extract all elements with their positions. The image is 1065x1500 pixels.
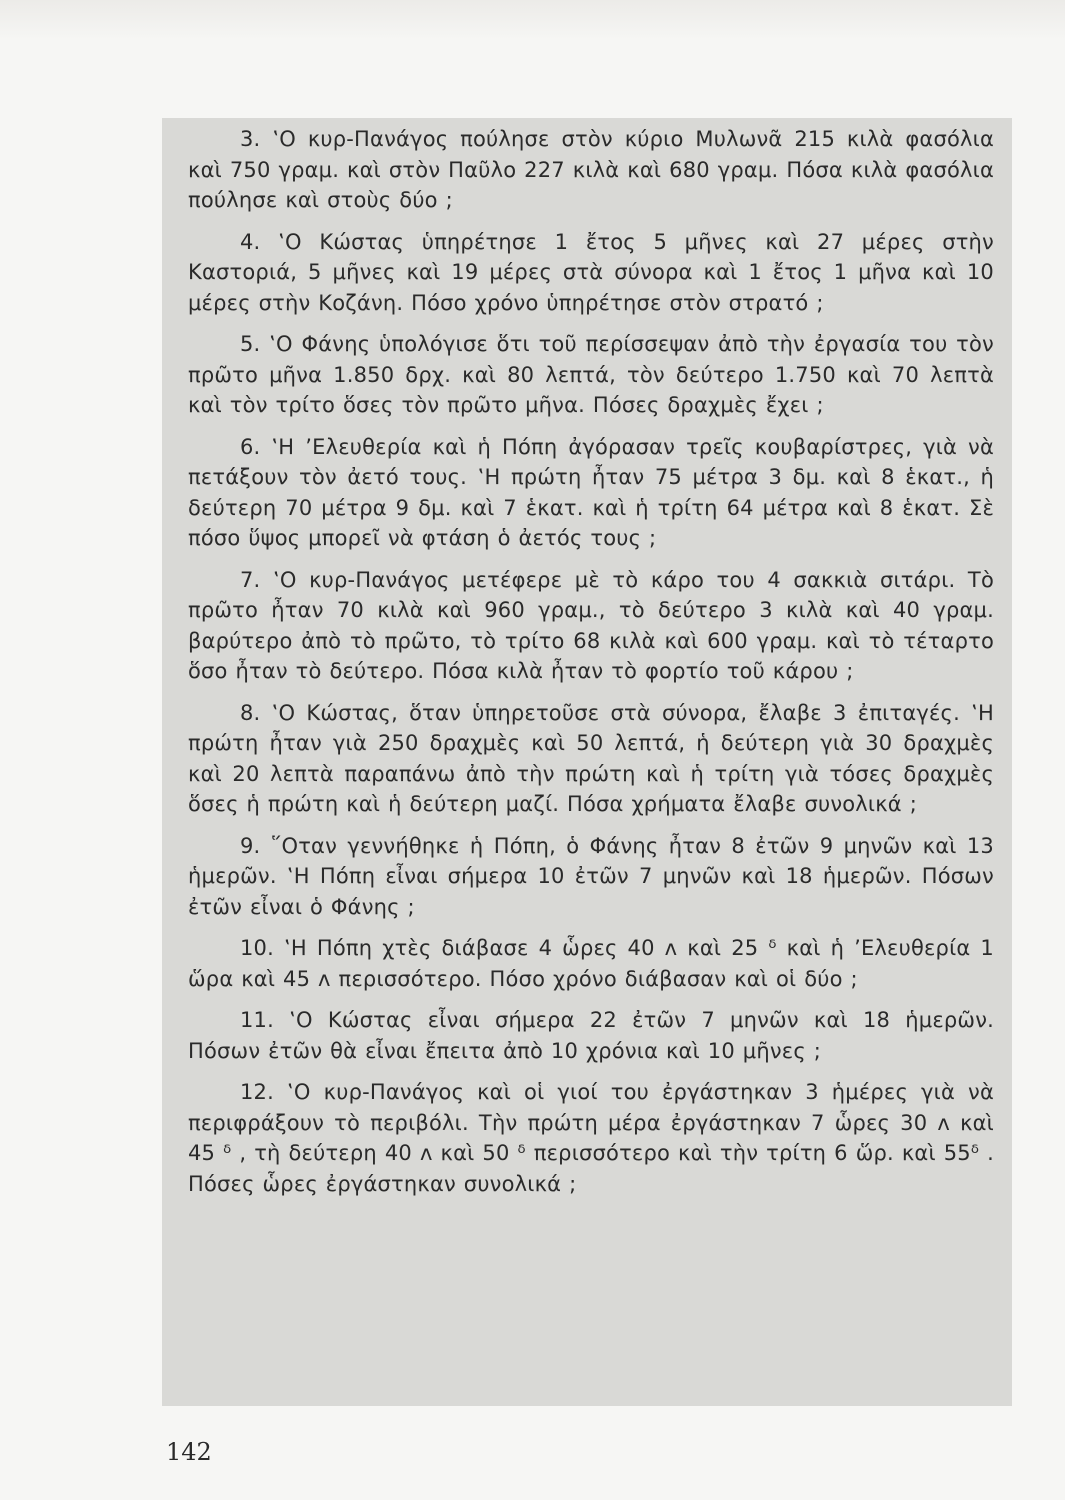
problem-4: 4. ‛Ο Κώστας ὑπηρέτησε 1 ἔτος 5 μῆνες καὶ 27 μέρες στὴν Καστοριά, 5 μῆνες καὶ 19 μέρες στὰ σύνορα καὶ 1 ἔτος 1 μῆνα καὶ 10 μέρες στὴν Κοζάνη. Πόσο χρόνο ὑπηρέτησε στὸν στρατό ; <box>188 229 994 315</box>
problem-10: 10. ‛Η Πόπη χτὲς διάβασε 4 ὧρες 40 ᴧ καὶ 25 ᵟ καὶ ἡ ’Ελευθερία 1 ὥρα καὶ 45 ᴧ περισσότερο. Πόσο χρόνο διάβασαν καὶ οἱ δύο ; <box>188 936 994 991</box>
problem-9: 9. ῞Οταν γεννήθηκε ἡ Πόπη, ὁ Φάνης ἦταν 8 ἐτῶν 9 μηνῶν καὶ 13 ἡμερῶν. ‛Η Πόπη εἶναι σήμερα 10 ἐτῶν 7 μηνῶν καὶ 18 ἡμερῶν. Πόσων ἐτῶν εἶναι ὁ Φάνης ; <box>188 833 994 919</box>
problem-7: 7. ‛Ο κυρ-Πανάγος μετέφερε μὲ τὸ κάρο του 4 σακκιὰ σιτάρι. Τὸ πρῶτο ἦταν 70 κιλὰ καὶ 960 γραμ., τὸ δεύτερο 3 κιλὰ καὶ 40 γραμ. βαρύτερο ἀπὸ τὸ πρῶτο, τὸ τρίτο 68 κιλὰ καὶ 600 γραμ. καὶ τὸ τέταρτο ὅσο ἦταν τὸ δεύτερο. Πόσα κιλὰ ἦταν τὸ φορτίο τοῦ κάρου ; <box>188 567 994 683</box>
problem-list <box>188 124 994 1210</box>
problem-11: 11. ‛Ο Κώστας εἶναι σήμερα 22 ἐτῶν 7 μηνῶν καὶ 18 ἡμερῶν. Πόσων ἐτῶν θὰ εἶναι ἔπειτα ἀπὸ 10 χρόνια καὶ 10 μῆνες ; <box>188 1008 994 1063</box>
page-edge <box>0 0 1065 40</box>
problem-12: 12. ‛Ο κυρ-Πανάγος καὶ οἱ γιοί του ἐργάστηκαν 3 ἡμέρες γιὰ νὰ περιφράξουν τὸ περιβόλι. Τὴν πρώτη μέρα ἐργάστηκαν 7 ὧρες 30 ᴧ καὶ 45 ᵟ , τὴ δεύτερη 40 ᴧ καὶ 50 ᵟ περισσότερο καὶ τὴν τρίτη 6 ὥρ. καὶ 55ᵟ . Πόσες ὧρες ἐργάστηκαν συνολικά ; <box>188 1080 994 1196</box>
problem-6: 6. ‛Η ’Ελευθερία καὶ ἡ Πόπη ἀγόρασαν τρεῖς κουβαρίστρες, γιὰ νὰ πετάξουν τὸν ἀετό τους. ‛Η πρώτη ἦταν 75 μέτρα 3 δμ. καὶ 8 ἑκατ., ἡ δεύτερη 70 μέτρα 9 δμ. καὶ 7 ἑκατ. καὶ ἡ τρίτη 64 μέτρα καὶ 8 ἑκατ. Σὲ πόσο ὕψος μπορεῖ νὰ φτάση ὁ ἀετός τους ; <box>188 434 994 550</box>
page-number: 142 <box>166 1438 212 1466</box>
problem-8: 8. ‛Ο Κώστας, ὅταν ὑπηρετοῦσε στὰ σύνορα, ἔλαβε 3 ἐπιταγές. ‛Η πρώτη ἦταν γιὰ 250 δραχμὲς καὶ 50 λεπτά, ἡ δεύτερη γιὰ 30 δραχμὲς καὶ 20 λεπτὰ παραπάνω ἀπὸ τὴν πρώτη καὶ ἡ τρίτη γιὰ τόσες δραχμὲς ὅσες ἡ πρώτη καὶ ἡ δεύτερη μαζί. Πόσα χρήματα ἔλαβε συνολικά ; <box>188 700 994 816</box>
problem-5: 5. ‛Ο Φάνης ὑπολόγισε ὅτι τοῦ περίσσεψαν ἀπὸ τὴν ἐργασία του τὸν πρῶτο μῆνα 1.850 δρχ. καὶ 80 λεπτά, τὸν δεύτερο 1.750 καὶ 70 λεπτὰ καὶ τὸν τρίτο ὅσες τὸν πρῶτο μῆνα. Πόσες δραχμὲς ἔχει ; <box>188 332 994 417</box>
problem-3: 3. ‛Ο κυρ-Πανάγος πούλησε στὸν κύριο Μυλωνᾶ 215 κιλὰ φασόλια καὶ 750 γραμ. καὶ στὸν Παῦλο 227 κιλὰ καὶ 680 γραμ. Πόσα κιλὰ φασόλια πούλησε καὶ στοὺς δύο ; <box>188 127 994 212</box>
